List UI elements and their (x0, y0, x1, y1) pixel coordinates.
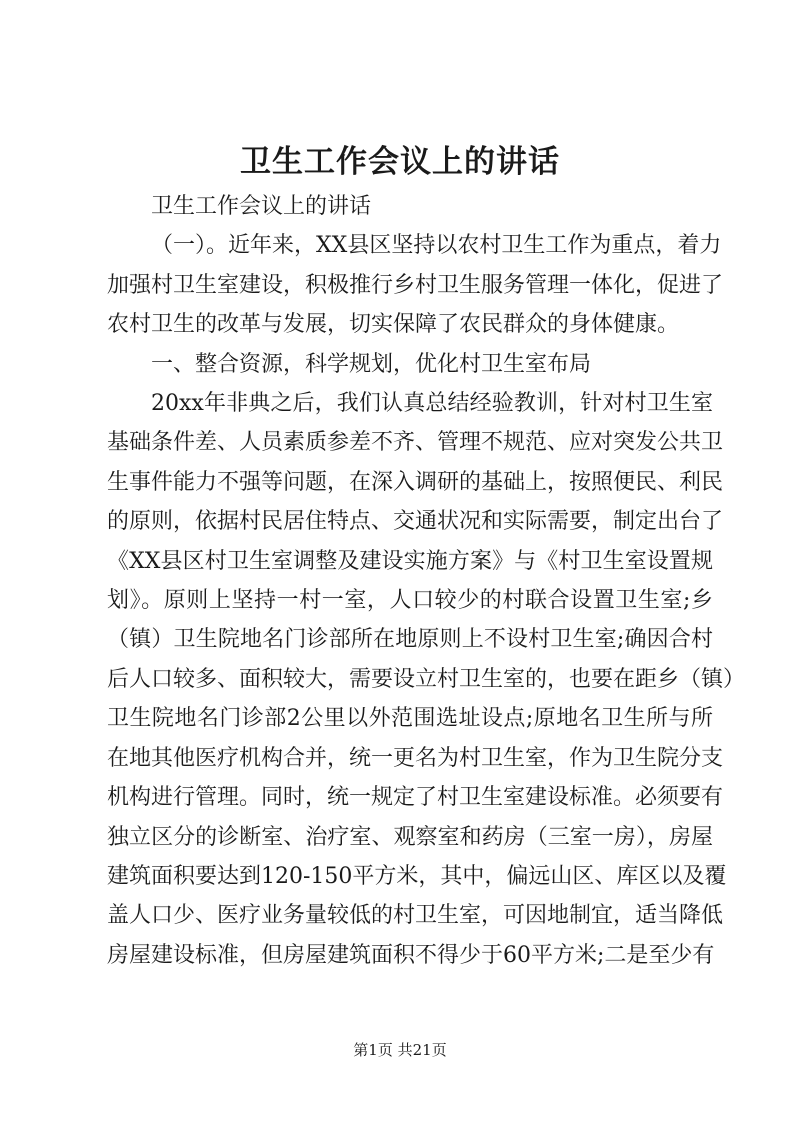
document-body (107, 187, 746, 975)
text-line: 的原则，依据村民居住特点、交通状况和实际需要，制定出台了 (107, 509, 724, 535)
page-number-footer: 第1页 共21页 (353, 1041, 447, 1059)
text-line: 独立区分的诊断室、治疗室、观察室和药房（三室一房），房屋 (107, 824, 713, 850)
text-line: 农村卫生的改革与发展，切实保障了农民群众的身体健康。 (107, 312, 680, 338)
text-line: 房屋建设标准，但房屋建筑面积不得少于60平方米;二是至少有 (107, 942, 715, 968)
text-line: 20xx年非典之后，我们认真总结经验教训，针对村卫生室 (151, 391, 713, 417)
text-line: 机构进行管理。同时，统一规定了村卫生室建设标准。必须要有 (107, 785, 724, 811)
text-line: 后人口较多、面积较大，需要设立村卫生室的，也要在距乡（镇） (107, 666, 746, 692)
text-line: 加强村卫生室建设，积极推行乡村卫生服务管理一体化，促进了 (107, 272, 724, 298)
text-line: 划》。原则上坚持一村一室，人口较少的村联合设置卫生室;乡 (107, 588, 713, 614)
text-line: 卫生工作会议上的讲话 (151, 194, 372, 219)
document-title: 卫生工作会议上的讲话 (240, 144, 560, 180)
paragraph-main (107, 384, 746, 975)
text-line: 建筑面积要达到120-150平方米，其中，偏远山区、库区以及覆 (107, 863, 727, 889)
paragraph-intro (107, 226, 724, 344)
text-line: 一、整合资源，科学规划，优化村卫生室布局 (151, 351, 592, 377)
text-line: 在地其他医疗机构合并，统一更名为村卫生室，作为卫生院分支 (107, 745, 724, 771)
text-line: 基础条件差、人员素质参差不齐、管理不规范、应对突发公共卫 (107, 430, 724, 456)
paragraph-subtitle (107, 187, 713, 226)
text-line: 盖人口少、医疗业务量较低的村卫生室，可因地制宜，适当降低 (107, 903, 724, 929)
text-line: 卫生院地名门诊部2公里以外范围选址设点;原地名卫生所与所 (107, 706, 713, 732)
section-heading (107, 345, 713, 384)
text-line: （镇）卫生院地名门诊部所在地原则上不设村卫生室;确因合村 (107, 627, 713, 653)
text-line: 生事件能力不强等问题，在深入调研的基础上，按照便民、利民 (107, 469, 724, 495)
text-line: 《XX县区村卫生室调整及建设实施方案》与《村卫生室设置规 (107, 548, 713, 574)
text-line: （一）。近年来，XX县区坚持以农村卫生工作为重点，着力 (151, 233, 722, 259)
